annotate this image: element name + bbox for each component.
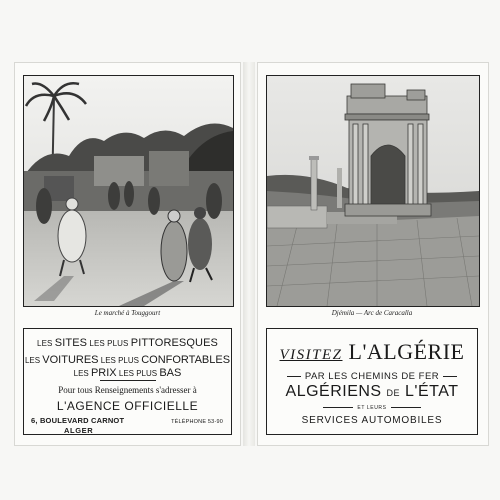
visitez-text: VISITEZ bbox=[279, 347, 343, 363]
ad-headline bbox=[267, 339, 477, 365]
ad-line-chemins: PAR LES CHEMINS DE FER bbox=[267, 371, 477, 382]
algerie-text: L'ALGÉRIE bbox=[348, 339, 465, 364]
arch-photo bbox=[266, 75, 480, 307]
agency-address: 6, BOULEVARD CARNOT bbox=[31, 416, 125, 425]
photo-caption: Le marché à Touggourt bbox=[94, 309, 161, 317]
page-fold bbox=[243, 62, 255, 446]
ad-line-algeriens: ALGÉRIENS DE L'ÉTAT bbox=[285, 383, 459, 400]
agency-phone: TÉLÉPHONE 53-90 bbox=[171, 419, 223, 425]
ad-line-sites: LES SITES LES PLUS PITTORESQUES bbox=[37, 337, 218, 349]
agency-city: ALGER bbox=[64, 426, 94, 435]
ad-info-text: Pour tous Renseignements s'adresser à bbox=[58, 385, 197, 395]
agency-advertisement bbox=[23, 328, 232, 435]
market-photo bbox=[23, 75, 234, 307]
ad-line-voitures: LES VOITURES LES PLUS CONFORTABLES bbox=[24, 354, 231, 366]
ad-line-prix: LES PRIX LES PLUS BAS bbox=[73, 367, 182, 379]
photo-caption: Djémila — Arc de Caracalla bbox=[331, 309, 413, 317]
left-page bbox=[14, 62, 241, 446]
right-page bbox=[257, 62, 489, 446]
ad-line-et-leurs: ET LEURS bbox=[267, 405, 477, 411]
divider-rule bbox=[100, 380, 156, 381]
railway-advertisement bbox=[266, 328, 478, 435]
ad-line-services: SERVICES AUTOMOBILES bbox=[301, 415, 443, 426]
agency-name: L'AGENCE OFFICIELLE bbox=[56, 399, 199, 413]
